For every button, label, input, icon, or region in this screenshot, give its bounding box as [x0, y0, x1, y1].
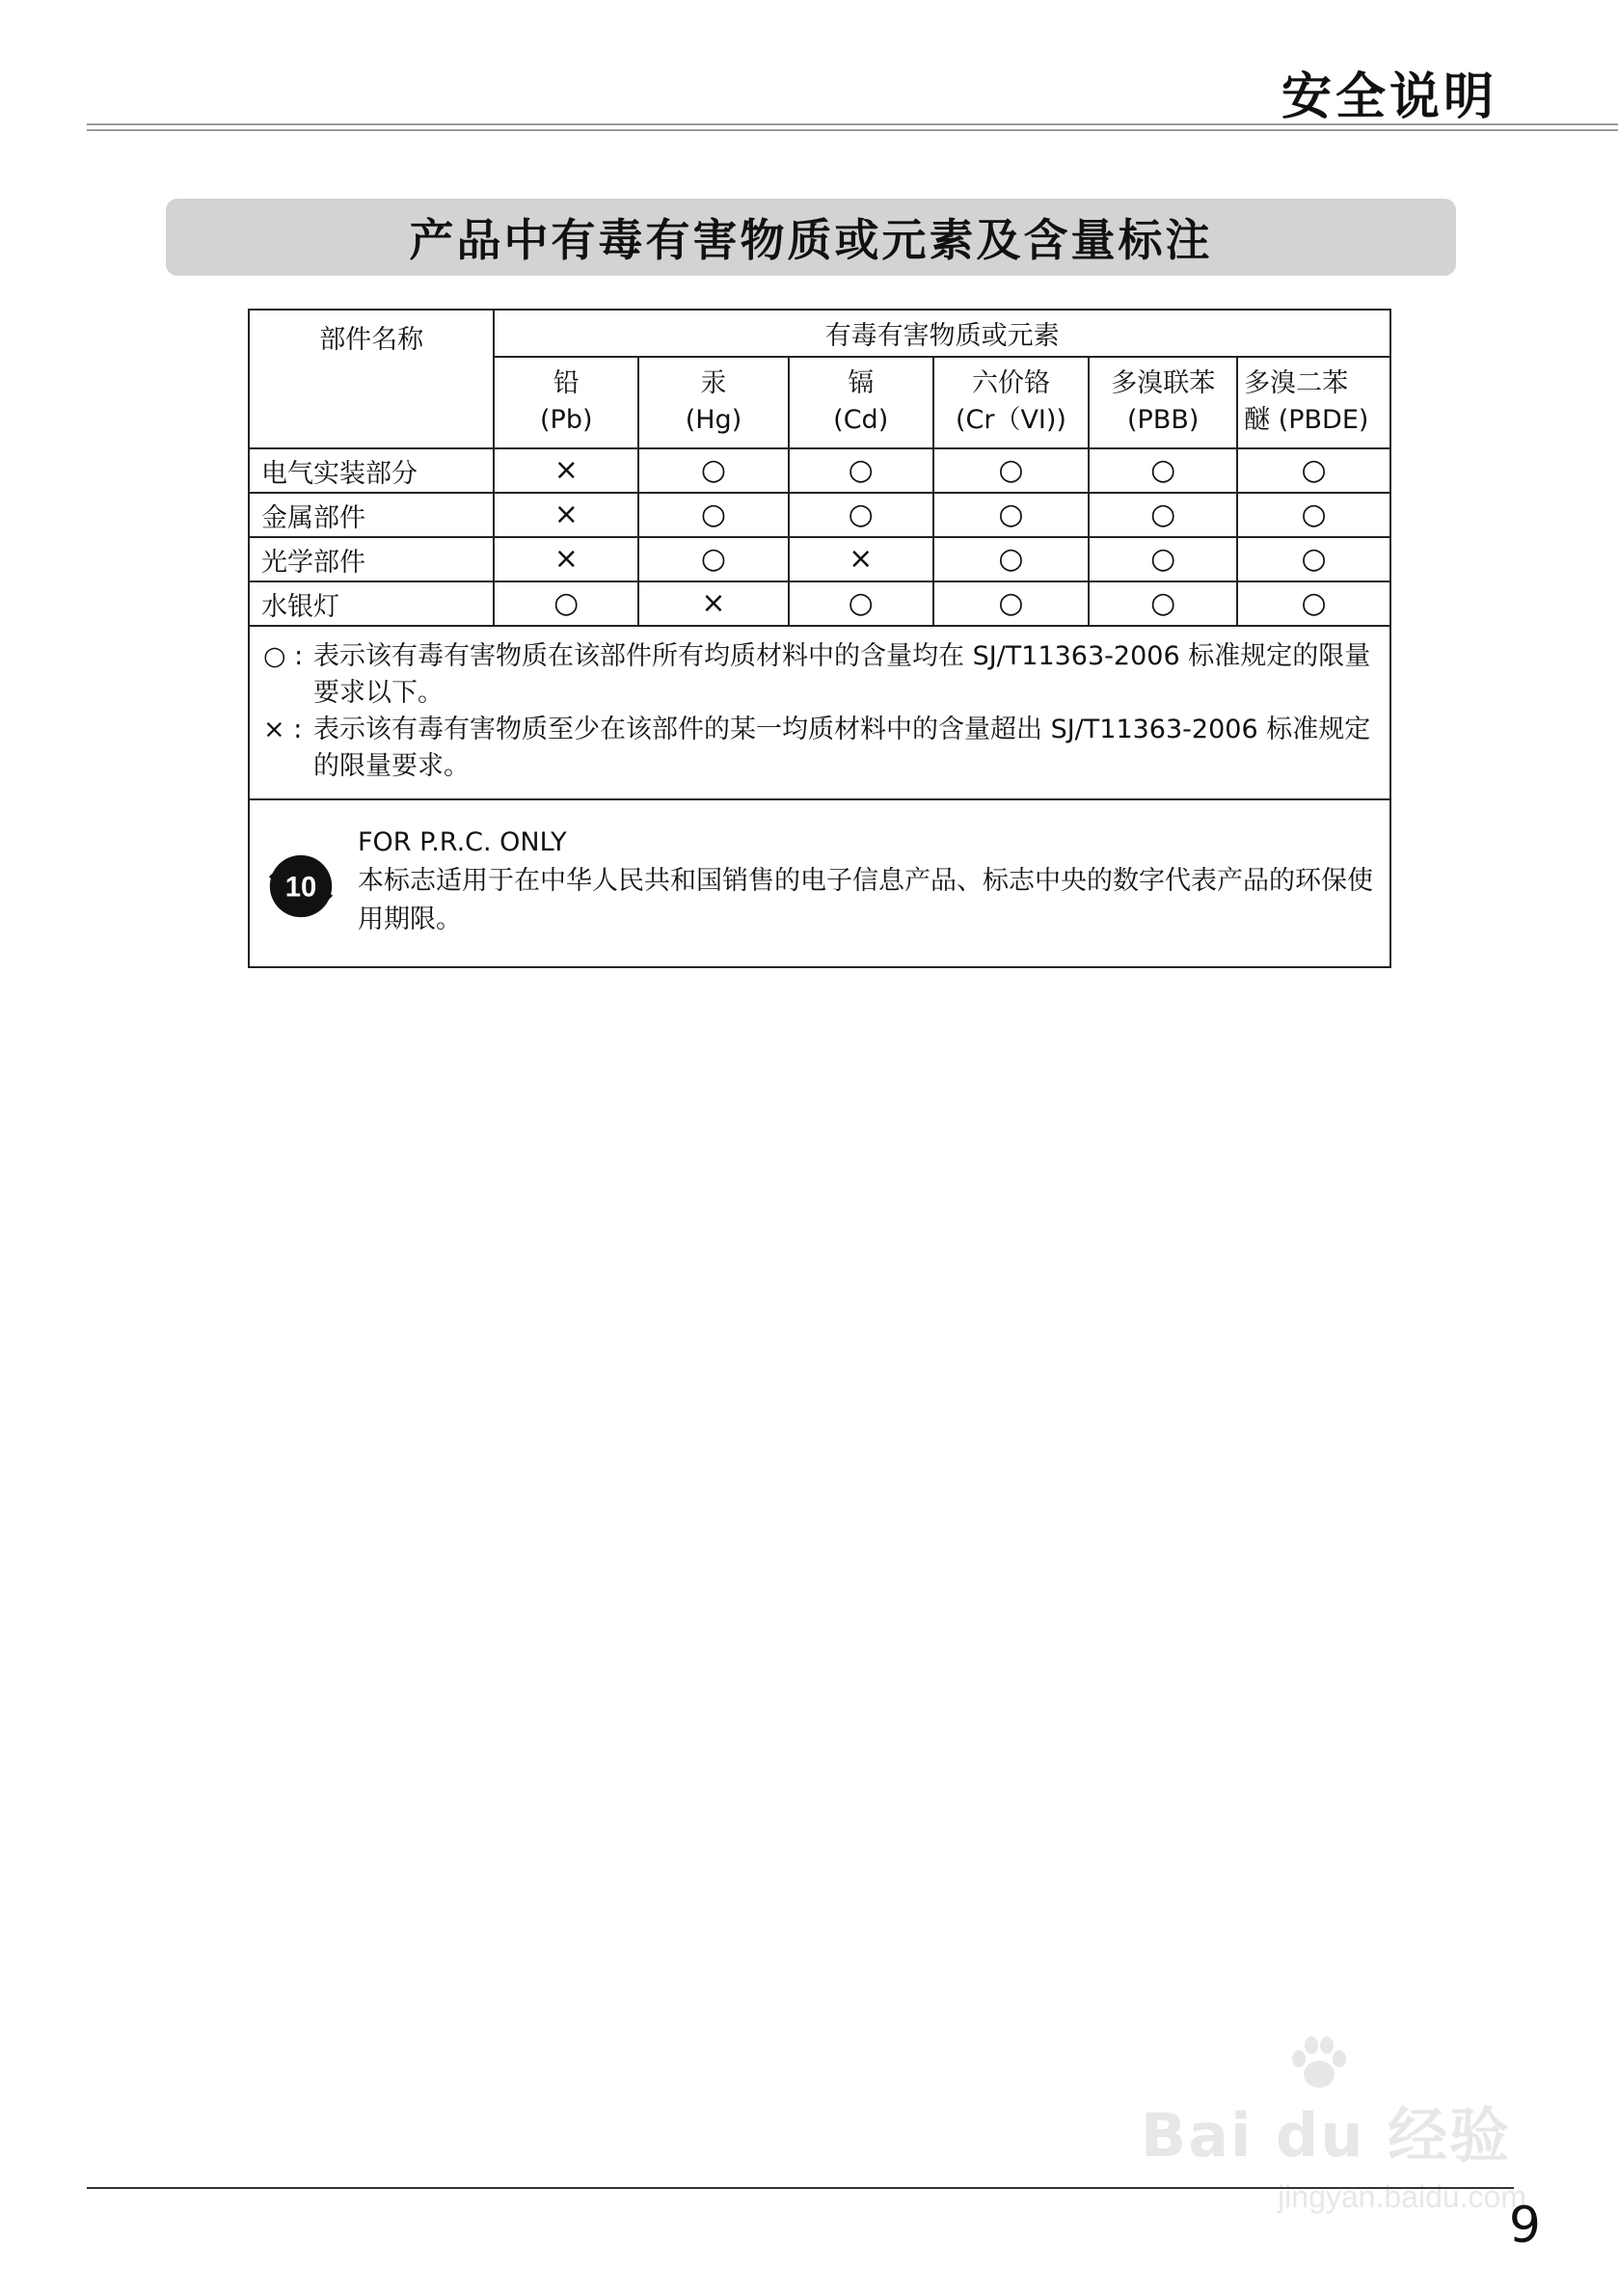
part-name-header: 部件名称 [249, 310, 494, 448]
status-cell: ○ [1237, 493, 1390, 537]
table-row [249, 448, 1390, 493]
paw-icon [1285, 2032, 1353, 2099]
element-symbol: 醚 (PBDE) [1244, 405, 1369, 436]
status-cell: ○ [933, 448, 1090, 493]
element-name: 六价铬 [971, 368, 1050, 399]
element-header [933, 357, 1090, 448]
status-cell: ○ [638, 493, 789, 537]
status-cell: ○ [1237, 581, 1390, 626]
header-divider-secondary [87, 129, 1618, 131]
element-name: 多溴联苯 [1111, 368, 1216, 399]
status-cell: ○ [638, 448, 789, 493]
status-cell: ○ [1089, 537, 1237, 581]
element-name: 铅 [553, 368, 580, 399]
legend-notes [249, 626, 1390, 799]
substances-group-header: 有毒有害物质或元素 [494, 310, 1390, 357]
part-name: 金属部件 [249, 493, 494, 537]
watermark [1141, 2049, 1526, 2214]
status-cell: ○ [1237, 448, 1390, 493]
status-cell: ○ [789, 493, 933, 537]
element-symbol: (Hg) [685, 405, 742, 436]
element-symbol: (Cr（VI)) [955, 405, 1066, 436]
element-header [494, 357, 638, 448]
logo-number: 10 [284, 872, 317, 904]
status-cell: × [638, 581, 789, 626]
page-number: 9 [1508, 2197, 1541, 2255]
hazardous-substances-table-container [248, 309, 1391, 968]
hazardous-substances-table [248, 309, 1391, 968]
status-cell: × [789, 537, 933, 581]
element-symbol: (Pb) [540, 405, 593, 436]
status-cell: ○ [933, 581, 1090, 626]
recycle-10-icon [263, 849, 338, 924]
status-cell: ○ [1089, 493, 1237, 537]
part-name: 电气实装部分 [249, 448, 494, 493]
logo-line-2: 本标志适用于在中华人民共和国销售的电子信息产品、标志中央的数字代表产品的环保使用期限。 [358, 866, 1373, 934]
legend-mark: ○ : [263, 641, 304, 671]
part-name: 光学部件 [249, 537, 494, 581]
status-cell: ○ [1237, 537, 1390, 581]
logo-line-1: FOR P.R.C. ONLY [358, 827, 567, 857]
status-cell: ○ [494, 581, 638, 626]
efup-logo-note [249, 799, 1390, 967]
legend-text: 表示该有毒有害物质在该部件所有均质材料中的含量均在 SJ/T11363-2006 标准规定的限量要求以下。 [313, 641, 1371, 708]
element-symbol: (Cd) [833, 405, 889, 436]
section-title: 产品中有毒有害物质或元素及含量标注 [409, 214, 1213, 266]
status-cell: ○ [789, 581, 933, 626]
status-cell: ○ [1089, 448, 1237, 493]
table-row [249, 581, 1390, 626]
element-header [1089, 357, 1237, 448]
element-header [638, 357, 789, 448]
legend-text: 表示该有毒有害物质至少在该部件的某一均质材料中的含量超出 SJ/T11363-2006 标准规定的限量要求。 [313, 715, 1371, 781]
table-row [249, 537, 1390, 581]
status-cell: ○ [933, 537, 1090, 581]
legend-note [263, 638, 1376, 712]
status-cell: × [494, 493, 638, 537]
element-header [1237, 357, 1390, 448]
status-cell: ○ [789, 448, 933, 493]
header-divider [87, 123, 1618, 125]
element-name: 多溴二苯 [1244, 368, 1349, 399]
status-cell: ○ [1089, 581, 1237, 626]
element-symbol: (PBB) [1127, 405, 1200, 436]
footer-divider [87, 2187, 1514, 2189]
watermark-text: Bai du 经验 [1141, 2100, 1512, 2171]
status-cell: × [494, 537, 638, 581]
status-cell: ○ [638, 537, 789, 581]
part-name: 水银灯 [249, 581, 494, 626]
section-banner [166, 199, 1456, 276]
legend-note [263, 712, 1376, 785]
element-header [789, 357, 933, 448]
watermark-url: jingyan.baidu.com [1278, 2179, 1526, 2214]
status-cell: × [494, 448, 638, 493]
table-row [249, 493, 1390, 537]
element-name: 汞 [700, 368, 727, 399]
status-cell: ○ [933, 493, 1090, 537]
element-name: 镉 [848, 368, 875, 399]
legend-mark: × : [263, 715, 303, 744]
page-header-title: 安全说明 [1281, 68, 1497, 126]
